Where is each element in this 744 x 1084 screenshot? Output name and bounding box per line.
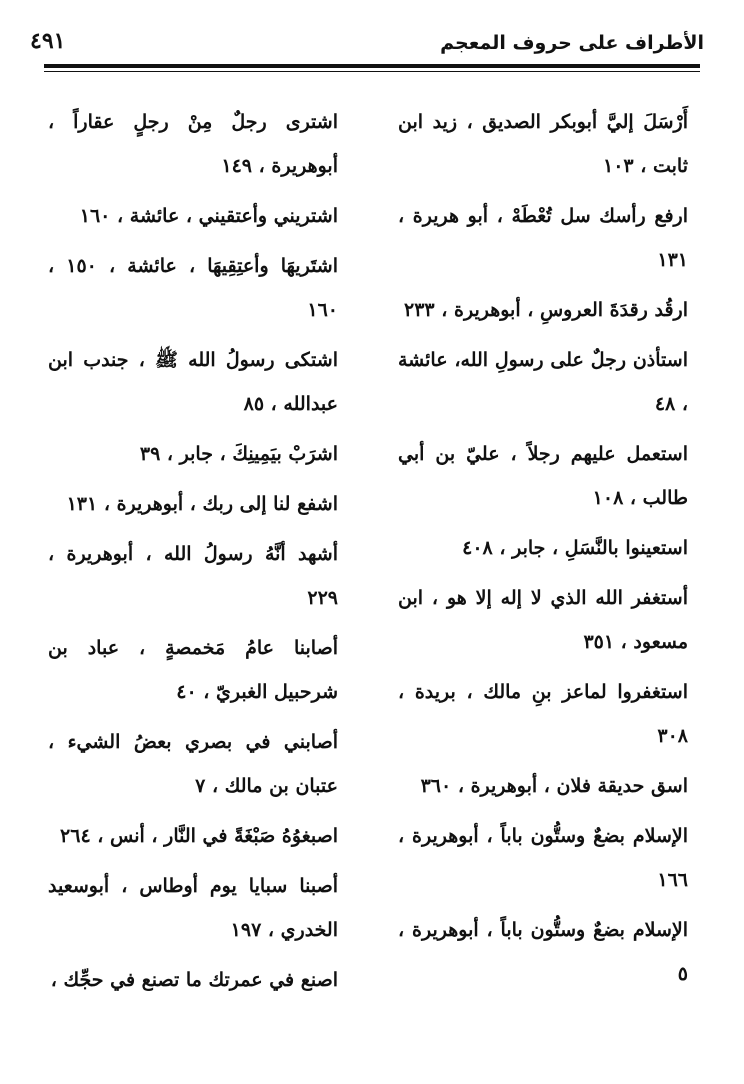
index-entry: أَرْسَلَ إليَّ أبوبكر الصديق ، زيد ابن ثابت ، ١٠٣ xyxy=(398,111,688,177)
index-entry: أصابنا عامُ مَخمصةٍ ، عباد بن شرحبيل الغبريّ ، ٤٠ xyxy=(48,637,338,703)
index-entry: اسق حديقة فلان ، أبوهريرة ، ٣٦٠ xyxy=(420,775,688,797)
index-entry: اشتريني وأعتقيني ، عائشة ، ١٦٠ xyxy=(79,205,338,227)
header-rule-thin xyxy=(44,71,700,72)
index-entry: أصبنا سبايا يوم أوطاس ، أبوسعيد الخدري ، ١٩٧ xyxy=(48,875,338,941)
index-entry: أستغفر الله الذي لا إله إلا هو ، ابن مسعود ، ٣٥١ xyxy=(398,587,688,653)
right-column xyxy=(398,100,688,1002)
running-header xyxy=(30,24,704,64)
index-entry: اشرَبْ بيَمِينِكَ ، جابر ، ٣٩ xyxy=(139,443,338,465)
index-entry: استعينوا بالنَّسَلِ ، جابر ، ٤٠٨ xyxy=(462,537,688,559)
index-entry: اصبغوُهُ صَبْغَةً في النَّار ، أنس ، ٢٦٤ xyxy=(60,825,338,847)
index-entry: اصنع في عمرتك ما تصنع في حجِّك ، xyxy=(50,969,338,991)
index-entry: الإسلام بضعٌ وستُّون باباً ، أبوهريرة ، ١٦٦ xyxy=(398,825,688,891)
index-entry: أشهد أنَّهُ رسولُ الله ، أبوهريرة ، ٢٢٩ xyxy=(48,543,338,609)
index-entry: ارفع رأسك سل تُعْطَهْ ، أبو هريرة ، ١٣١ xyxy=(398,205,688,271)
index-entry: استغفروا لماعز بنِ مالك ، بريدة ، ٣٠٨ xyxy=(398,681,688,747)
index-entry: استعمل عليهم رجلاً ، عليّ بن أبي طالب ، ١٠٨ xyxy=(398,443,688,509)
left-column xyxy=(48,100,338,1008)
index-entry: اشتكى رسولُ الله ﷺ ، جندب ابن عبدالله ، ٨٥ xyxy=(48,349,338,415)
index-entry: اشتَريهَا وأعتِقِيهَا ، عائشة ، ١٥٠ ، ١٦٠ xyxy=(48,255,338,321)
index-entry: الإسلام بضعٌ وستُّون باباً ، أبوهريرة ، ٥ xyxy=(398,919,688,985)
index-entry: اشفع لنا إلى ربك ، أبوهريرة ، ١٣١ xyxy=(66,493,338,515)
header-rule-thick xyxy=(44,64,700,68)
index-entry: استأذن رجلٌ على رسولِ الله، عائشة ، ٤٨ xyxy=(398,349,688,415)
running-title: الأطراف على حروف المعجم xyxy=(440,32,704,54)
index-entry: اشترى رجلٌ مِنْ رجلٍ عقاراً ، أبوهريرة ، ١٤٩ xyxy=(48,111,338,177)
page-number: ٤٩١ xyxy=(30,28,66,54)
index-entry: أصابني في بصري بعضُ الشيء ، عتبان بن مالك ، ٧ xyxy=(48,731,338,797)
index-entry: ارقُد رقدَةَ العروسِ ، أبوهريرة ، ٢٣٣ xyxy=(404,299,688,321)
